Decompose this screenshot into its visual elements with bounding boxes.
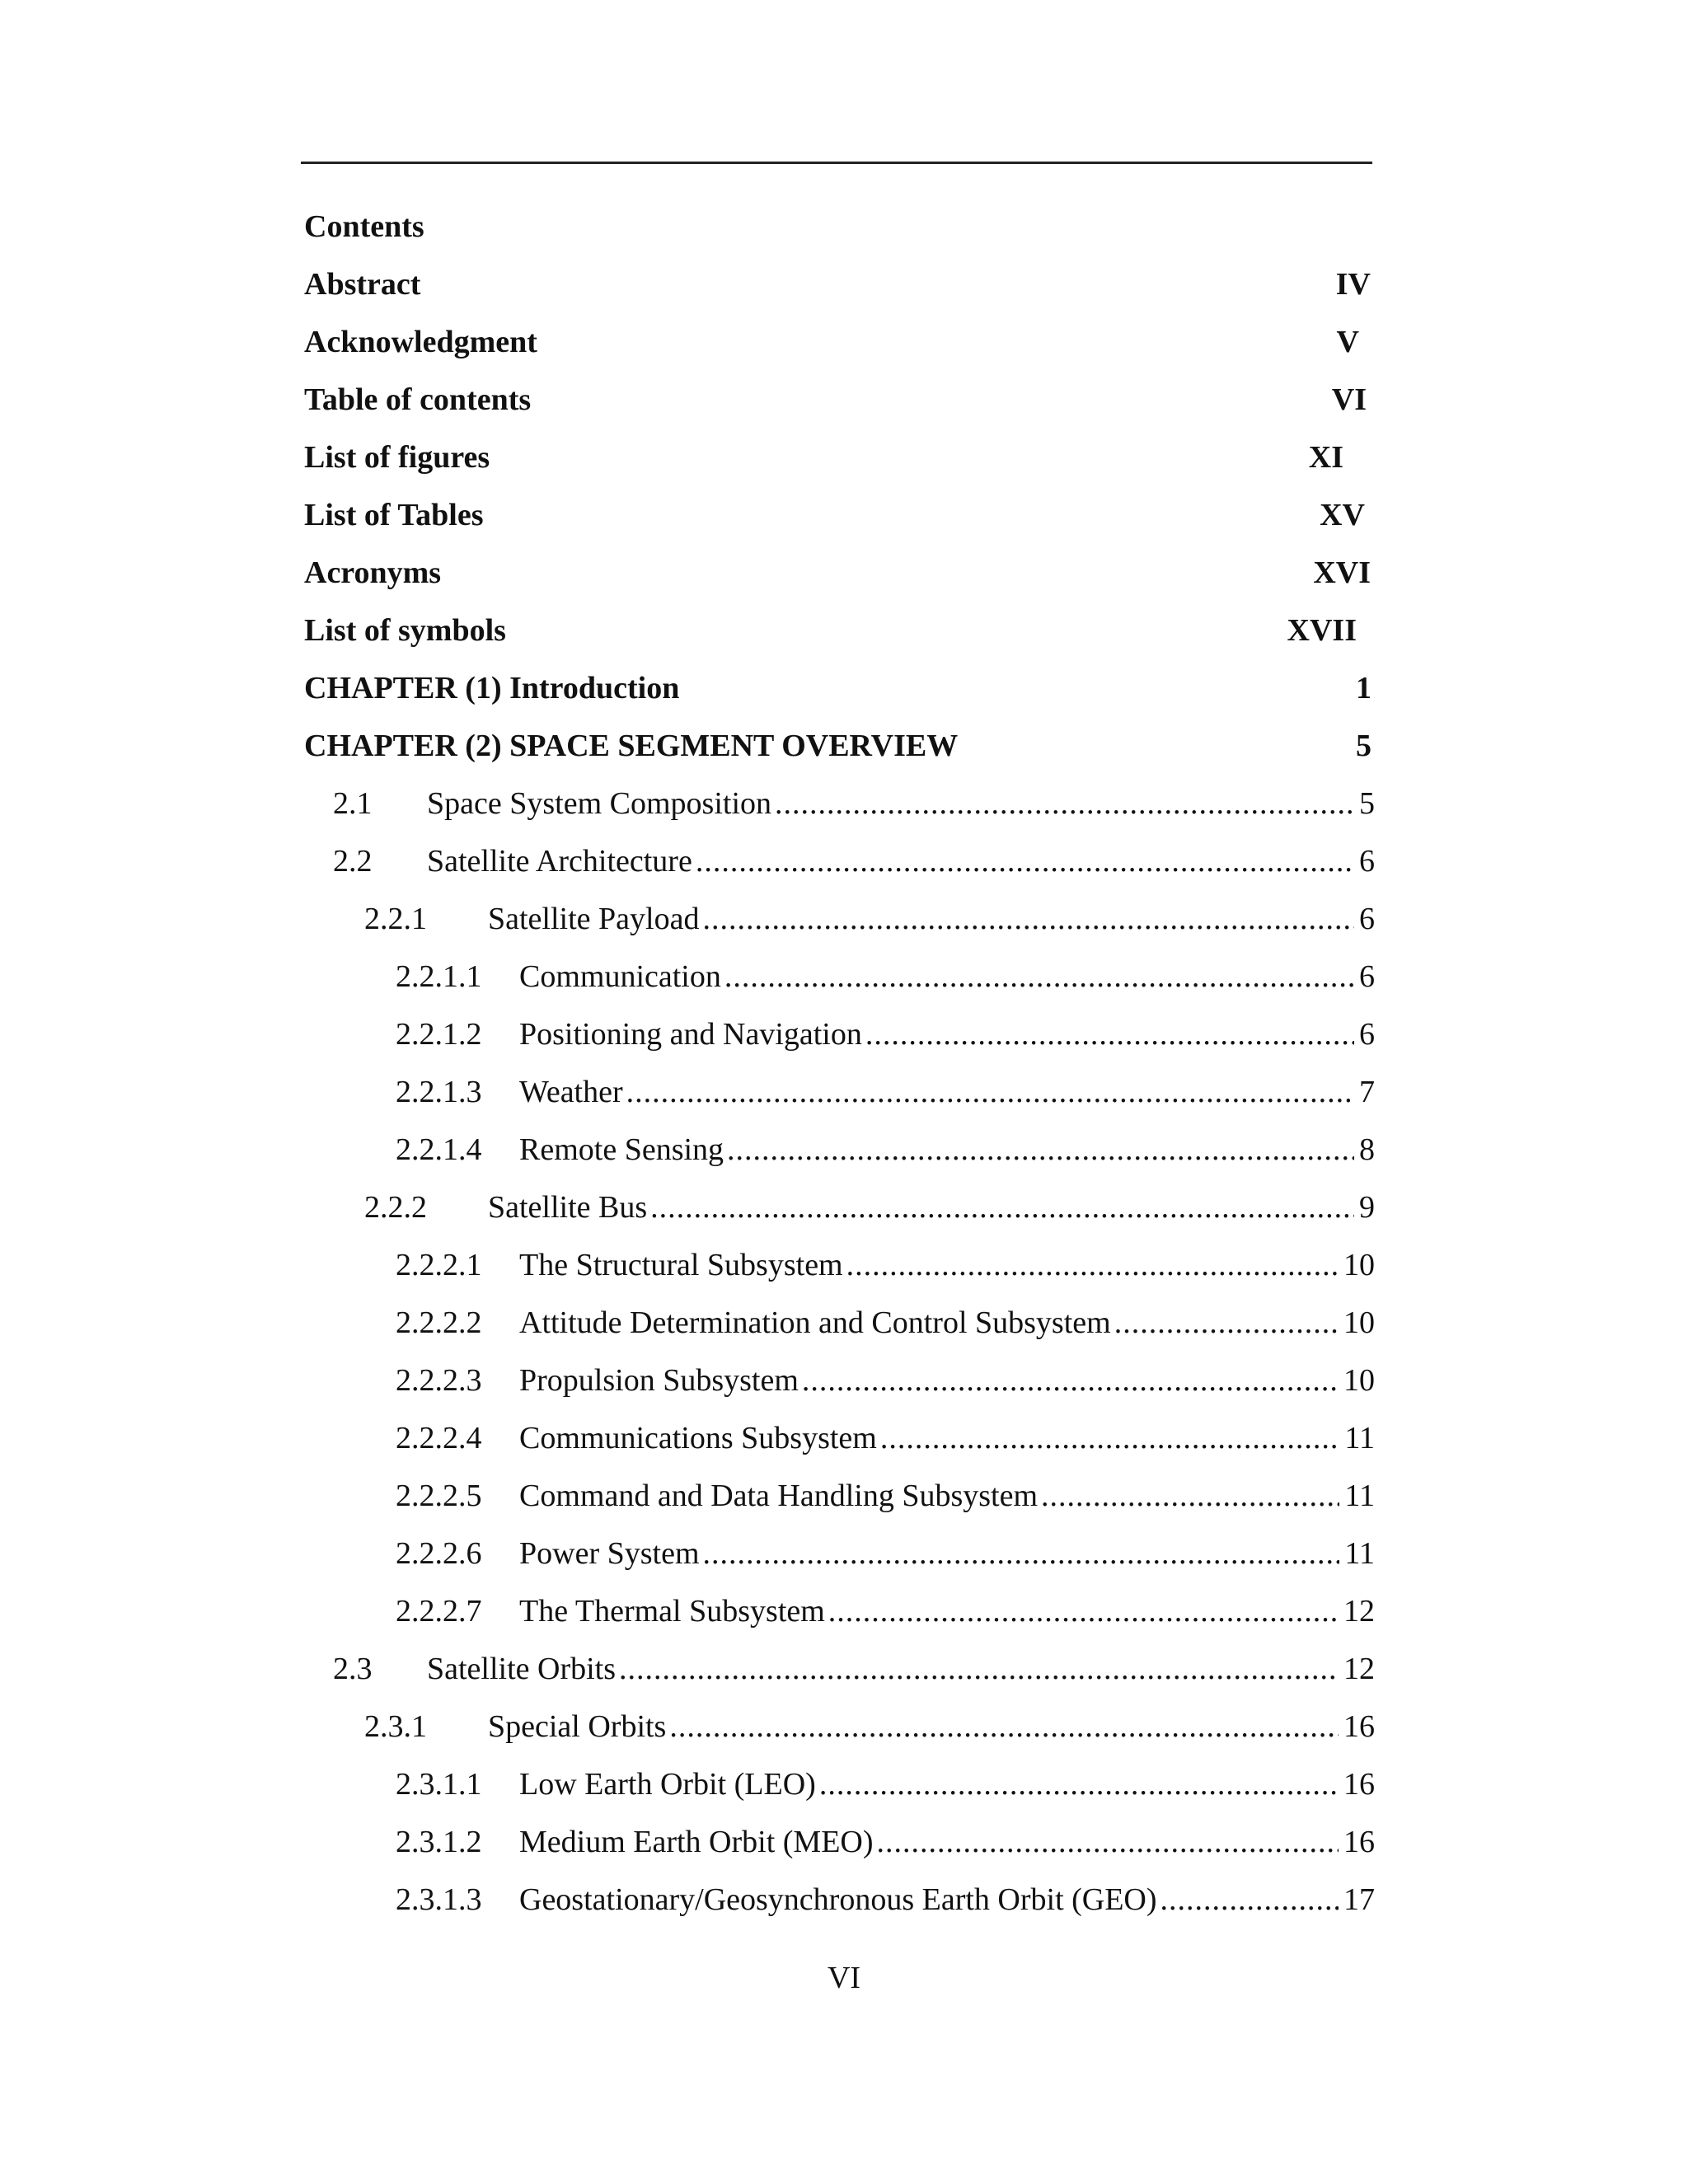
toc-front-matter-row	[0, 544, 1688, 602]
toc-entry-number: 2.2.2.2	[396, 1305, 482, 1340]
dot-leader	[1114, 1294, 1339, 1352]
toc-entry-number: 2.2.2.4	[396, 1421, 482, 1455]
toc-entry-page: 11	[1344, 1479, 1375, 1513]
toc-chapter-page: 1	[1356, 671, 1372, 705]
dot-leader	[727, 1121, 1354, 1179]
toc-entry-number: 2.2.2.6	[396, 1536, 482, 1571]
dot-leader	[696, 832, 1354, 890]
toc-entry-title: Propulsion Subsystem	[519, 1352, 802, 1409]
dot-leader	[669, 1698, 1339, 1755]
toc-entry	[0, 775, 1688, 832]
toc-front-page: XI	[1308, 440, 1343, 475]
toc-entry-title: Special Orbits	[488, 1698, 669, 1755]
toc-entry	[0, 1121, 1688, 1179]
dot-leader	[1041, 1467, 1339, 1525]
toc-entry-page: 10	[1343, 1248, 1375, 1282]
toc-entry-title: The Structural Subsystem	[519, 1236, 846, 1294]
toc-front-page: XV	[1320, 498, 1365, 532]
toc-entry-number: 2.2.2.5	[396, 1479, 482, 1513]
toc-entry-page: 11	[1344, 1536, 1375, 1571]
toc-entry-title: Medium Earth Orbit (MEO)	[519, 1813, 877, 1871]
dot-leader	[724, 948, 1354, 1005]
toc-entry-page: 11	[1344, 1421, 1375, 1455]
toc-entry-title: Satellite Architecture	[427, 832, 696, 890]
toc-entry-number: 2.2.2	[364, 1190, 427, 1225]
toc-entry-page: 10	[1343, 1363, 1375, 1398]
toc-front-title: Abstract	[304, 267, 421, 302]
toc-entry-title: Low Earth Orbit (LEO)	[519, 1755, 819, 1813]
toc-entry-title: Satellite Orbits	[427, 1640, 619, 1698]
toc-entry-title: Satellite Bus	[488, 1179, 650, 1236]
dot-leader	[775, 775, 1354, 832]
toc-entry-page: 5	[1359, 786, 1375, 821]
toc-entry	[0, 1294, 1688, 1352]
toc-entry-title: Command and Data Handling Subsystem	[519, 1467, 1041, 1525]
toc-entry	[0, 1871, 1688, 1929]
toc-entry-number: 2.2.1.2	[396, 1017, 482, 1052]
toc-entry	[0, 832, 1688, 890]
toc-chapter-row	[0, 659, 1688, 717]
footer-page-number: VI	[827, 1961, 861, 1995]
toc-entry-page: 16	[1343, 1825, 1375, 1859]
toc-front-matter-row	[0, 429, 1688, 486]
dot-leader	[819, 1755, 1339, 1813]
toc-entry-number: 2.2.1	[364, 902, 427, 936]
toc-entry	[0, 948, 1688, 1005]
toc-front-title: Acronyms	[304, 555, 442, 590]
toc-entry-title: Remote Sensing	[519, 1121, 727, 1179]
toc-front-page: VI	[1331, 382, 1367, 417]
toc-entry-number: 2.3.1.3	[396, 1882, 482, 1917]
toc-entry-number: 2.2.1.1	[396, 959, 482, 994]
toc-front-page: V	[1336, 325, 1359, 359]
toc-entry-number: 2.2.2.7	[396, 1594, 482, 1629]
toc-entry-page: 6	[1359, 1017, 1375, 1052]
toc-chapter-row	[0, 717, 1688, 775]
toc-entry-page: 16	[1343, 1709, 1375, 1744]
toc-front-title: List of symbols	[304, 613, 506, 648]
toc-front-matter-row	[0, 371, 1688, 429]
dot-leader	[626, 1063, 1354, 1121]
toc-entry	[0, 1236, 1688, 1294]
toc-entry-page: 6	[1359, 902, 1375, 936]
toc-entry-title: Communication	[519, 948, 724, 1005]
toc-front-page: XVI	[1313, 555, 1371, 590]
dot-leader	[880, 1409, 1340, 1467]
toc-entry	[0, 1755, 1688, 1813]
toc-entry-title: Weather	[519, 1063, 626, 1121]
toc-entry	[0, 1179, 1688, 1236]
toc-entry	[0, 1640, 1688, 1698]
toc-entry-title: Communications Subsystem	[519, 1409, 880, 1467]
dot-leader	[619, 1640, 1339, 1698]
toc-entry	[0, 1005, 1688, 1063]
toc-entry	[0, 1582, 1688, 1640]
toc-entry-number: 2.3.1.2	[396, 1825, 482, 1859]
toc-entry-page: 9	[1359, 1190, 1375, 1225]
toc-front-matter-row	[0, 602, 1688, 659]
toc-entry	[0, 1409, 1688, 1467]
toc-front-page: XVII	[1287, 613, 1357, 648]
toc-entry	[0, 1352, 1688, 1409]
toc-front-title: List of figures	[304, 440, 490, 475]
toc-chapter-page: 5	[1356, 729, 1372, 763]
toc-entry-title: Satellite Payload	[488, 890, 702, 948]
toc-front-page: IV	[1335, 267, 1371, 302]
toc-entry-page: 12	[1343, 1652, 1375, 1686]
dot-leader	[802, 1352, 1339, 1409]
toc-front-title: Acknowledgment	[304, 325, 537, 359]
dot-leader	[877, 1813, 1339, 1871]
toc-entry-page: 10	[1343, 1305, 1375, 1340]
toc-entry-number: 2.2.1.3	[396, 1075, 482, 1109]
toc-chapter-title: CHAPTER (2) SPACE SEGMENT OVERVIEW	[304, 729, 959, 763]
toc-entry	[0, 1698, 1688, 1755]
dot-leader	[828, 1582, 1339, 1640]
toc-entry-number: 2.2	[333, 844, 373, 879]
toc-entry	[0, 1467, 1688, 1525]
toc-entry	[0, 890, 1688, 948]
toc-entry-page: 7	[1359, 1075, 1375, 1109]
toc-entry-title: Positioning and Navigation	[519, 1005, 865, 1063]
toc-front-matter-row	[0, 486, 1688, 544]
toc-entry-page: 17	[1343, 1882, 1375, 1917]
toc-front-title: List of Tables	[304, 498, 484, 532]
dot-leader	[846, 1236, 1339, 1294]
toc-entry-title: Attitude Determination and Control Subsystem	[519, 1294, 1114, 1352]
toc-entry	[0, 1813, 1688, 1871]
dot-leader	[1160, 1871, 1339, 1929]
toc-entry-number: 2.2.2.1	[396, 1248, 482, 1282]
toc-entry-title: Geostationary/Geosynchronous Earth Orbit (GEO)	[519, 1871, 1160, 1929]
toc-entry-page: 8	[1359, 1132, 1375, 1167]
toc-entry-title: Power System	[519, 1525, 703, 1582]
toc-entry-title: Space System Composition	[427, 775, 775, 832]
toc-entry-page: 12	[1343, 1594, 1375, 1629]
toc-front-title: Table of contents	[304, 382, 532, 417]
toc-entry-number: 2.3	[333, 1652, 373, 1686]
toc-entry-page: 16	[1343, 1767, 1375, 1802]
dot-leader	[865, 1005, 1354, 1063]
toc-entry-title: The Thermal Subsystem	[519, 1582, 828, 1640]
toc-entry-number: 2.2.2.3	[396, 1363, 482, 1398]
toc-entry-page: 6	[1359, 959, 1375, 994]
toc-heading: Contents	[304, 209, 424, 244]
toc-entry	[0, 1525, 1688, 1582]
dot-leader	[650, 1179, 1354, 1236]
toc-front-matter-row	[0, 255, 1688, 313]
toc-entry-number: 2.3.1.1	[396, 1767, 482, 1802]
toc-entry-number: 2.2.1.4	[396, 1132, 482, 1167]
header-rule	[301, 162, 1372, 164]
toc-front-matter-row	[0, 313, 1688, 371]
toc-heading-row	[0, 198, 1688, 255]
dot-leader	[702, 890, 1354, 948]
toc-entry	[0, 1063, 1688, 1121]
dot-leader	[703, 1525, 1340, 1582]
toc-entry-number: 2.3.1	[364, 1709, 427, 1744]
toc-entry-page: 6	[1359, 844, 1375, 879]
toc-chapter-title: CHAPTER (1) Introduction	[304, 671, 680, 705]
toc-entry-number: 2.1	[333, 786, 373, 821]
